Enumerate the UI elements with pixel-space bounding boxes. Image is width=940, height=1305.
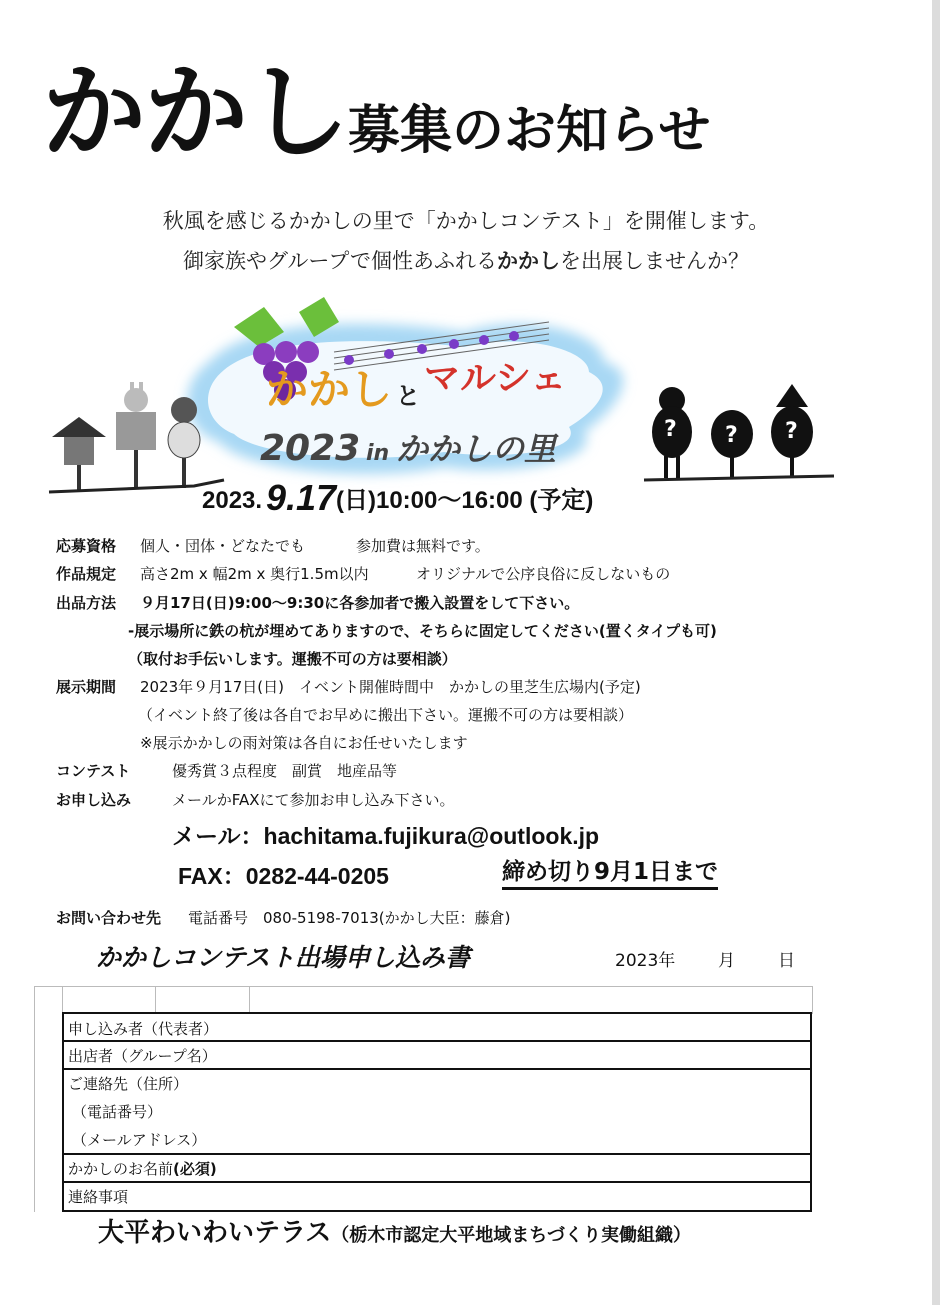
banner-logo-to: と (396, 382, 420, 410)
title-recruitment: 募集のお知らせ (348, 101, 711, 161)
form-row-kakashi-name[interactable] (62, 1155, 812, 1183)
svg-text:?: ? (725, 423, 738, 448)
banner-date-md: 9.17 (266, 477, 337, 518)
deadline-text: 締め切り9月1日まで (502, 857, 718, 890)
rules-note: オリジナルで公序良俗に反しないもの (416, 565, 671, 583)
method-line-3: （取付お手伝いします。運搬不可の方は要相談） (128, 650, 457, 668)
apply-label: お申し込み (56, 791, 132, 809)
grid-line (155, 986, 156, 1014)
email-label: （メールアドレス） (72, 1131, 207, 1149)
form-title: かかしコンテスト出場申し込み書 (96, 943, 471, 972)
rules-value: 高さ2m x 幅2m x 奥行1.5m以内 (140, 565, 369, 583)
title-kakashi: かかし (42, 51, 349, 173)
intro-line-2 (0, 245, 932, 275)
form-grid-top (34, 986, 813, 1015)
contact-fax: FAX：0282-44-0205 (178, 863, 389, 889)
method-line-1: ９月17日(日)9:00～9:30に各参加者で搬入設置をして下さい。 (140, 594, 580, 612)
required-mark: (必須) (173, 1160, 217, 1178)
intro-text-bold: かかし (496, 249, 560, 273)
form-row-contact[interactable] (62, 1070, 812, 1155)
banner-logo-kakashi: かかし (266, 365, 393, 414)
method-line-2: ‐展示場所に鉄の杭が埋めてありますので、そちらに固定してください(置くタイプも可) (128, 622, 717, 640)
grid-line (249, 986, 250, 1014)
kakashi-name-label (68, 1158, 217, 1179)
intro-text-a: 御家族やグループで個性あふれる (183, 249, 497, 273)
banner-date-rest: (日)10:00～16:00 (予定) (336, 487, 594, 514)
period-value: 2023年９月17日(日) イベント開催時間中 かかしの里芝生広場内(予定) (140, 678, 641, 696)
period-line-3: ※展示かかしの雨対策は各自にお任せいたします (140, 734, 468, 752)
form-date-month: 月 (718, 951, 735, 971)
form-row-applicant[interactable] (62, 1012, 812, 1042)
applicant-label: 申し込み者（代表者） (68, 1020, 219, 1038)
scarecrow-silhouettes-right (652, 384, 813, 478)
banner-year: 2023 (260, 428, 361, 469)
exhibitor-label: 出店者（グループ名） (68, 1047, 217, 1065)
scarecrow-figures-left (52, 382, 200, 490)
inquiry-label: お問い合わせ先 (56, 909, 162, 927)
eligibility-value: 個人・団体・どなたでも (140, 537, 306, 555)
intro-text-c: を出展しませんか？ (559, 249, 749, 273)
contest-value: 優秀賞３点程度 副賞 地産品等 (172, 762, 398, 780)
svg-text:?: ? (664, 417, 677, 442)
contest-label: コンテスト (56, 762, 131, 780)
banner-in: in (366, 441, 390, 466)
grid-line (62, 986, 63, 1014)
page-edge (932, 0, 940, 1305)
inquiry-value: 電話番号 080-5198-7013(かかし大臣：藤倉) (188, 909, 511, 927)
page-title (42, 52, 710, 191)
intro-line-1: 秋風を感じるかかしの里で「かかしコンテスト」を開催します。 (162, 209, 770, 233)
banner-date-year: 2023. (202, 487, 263, 514)
form-date-year: 2023年 (615, 951, 676, 971)
banner-place: かかしの里 (396, 430, 557, 468)
contact-email: メール：hachitama.fujikura@outlook.jp (172, 823, 600, 849)
period-label: 展示期間 (56, 678, 117, 696)
svg-text:?: ? (785, 419, 798, 444)
fee-note: 参加費は無料です。 (356, 537, 490, 555)
notes-label: 連絡事項 (68, 1188, 129, 1206)
apply-value: メールかFAXにて参加お申し込み下さい。 (172, 791, 455, 809)
period-line-2: （イベント終了後は各自でお早めに搬出下さい。運搬不可の方は要相談） (138, 706, 634, 724)
form-row-notes[interactable] (62, 1183, 812, 1212)
grid-line (812, 986, 813, 1014)
organizer-name: 大平わいわいテラス (98, 1218, 332, 1248)
footer (98, 1212, 691, 1249)
address-label: ご連絡先（住所） (68, 1075, 189, 1093)
event-banner (44, 292, 844, 522)
method-label: 出品方法 (56, 594, 117, 612)
banner-logo-marche: マルシェ (424, 358, 567, 399)
phone-label: （電話番号） (72, 1103, 163, 1121)
eligibility-label: 応募資格 (56, 537, 117, 555)
form-row-exhibitor[interactable] (62, 1042, 812, 1070)
kakashi-name-text: かかしのお名前 (68, 1160, 174, 1178)
grid-line (34, 986, 35, 1212)
organizer-subtitle: （栃木市認定大平地域まちづくり実働組織） (331, 1225, 692, 1246)
form-date-day: 日 (778, 951, 795, 971)
rules-label: 作品規定 (56, 565, 117, 583)
